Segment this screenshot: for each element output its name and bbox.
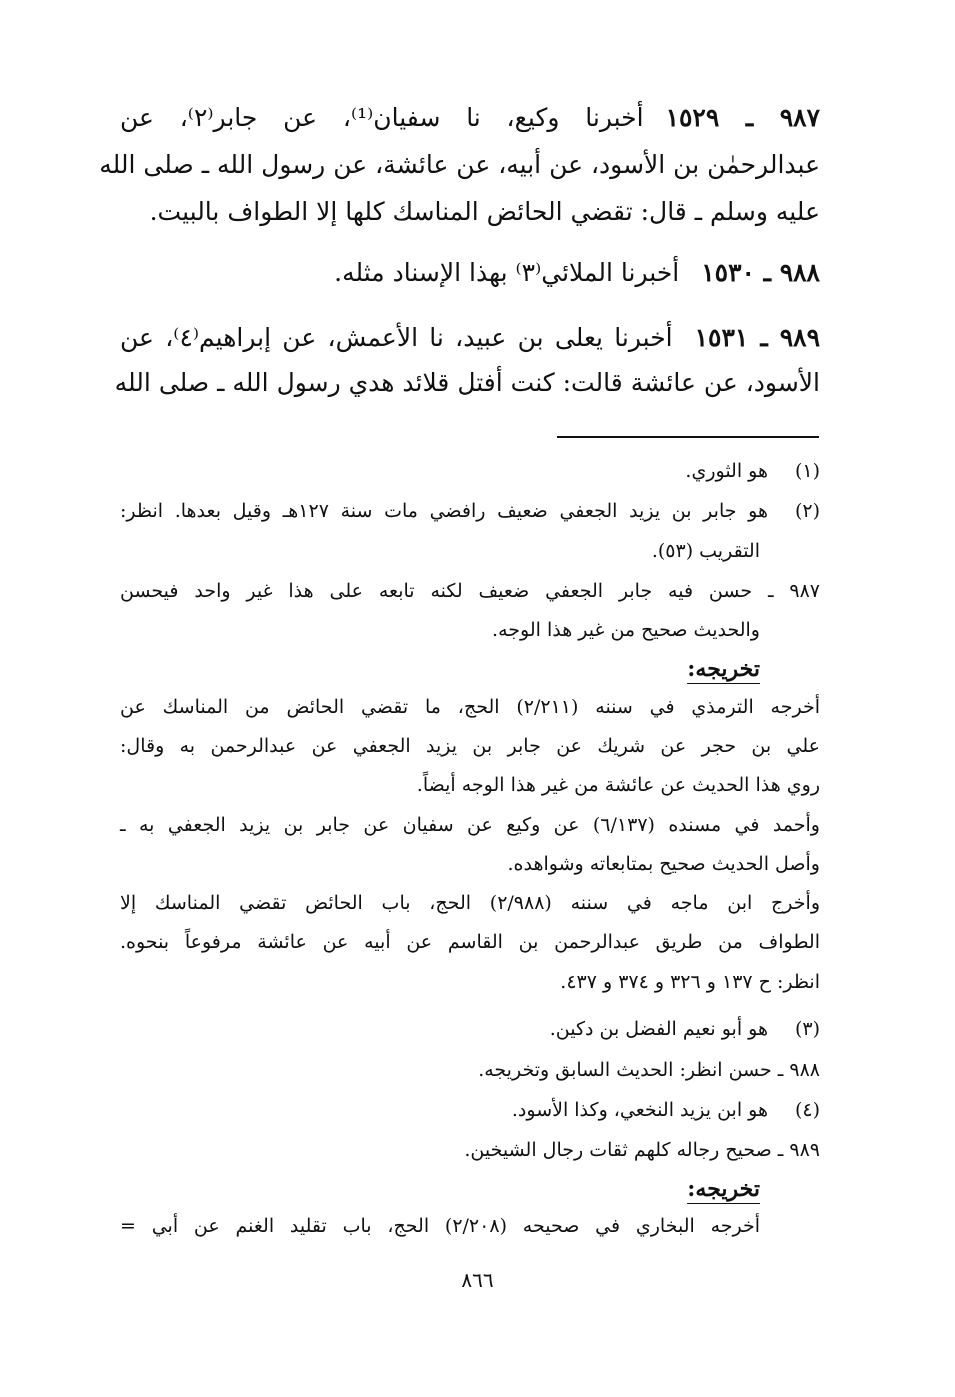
footnote-number: (٤) [794,1099,820,1121]
hadith-number: ٩٨٧ ـ ١٥٢٩ [665,103,821,132]
hadith-988-line-1 [120,253,820,293]
footnote-1 [120,454,820,488]
footnote-text: هو الثوري. [685,460,768,482]
footnote-3 [120,1012,820,1046]
note-987-line-2: والحديث صحيح من غير هذا الوجه. [492,619,760,641]
hadith-987-line-1 [120,98,820,138]
takhrij-1-line-1: أخرجه الترمذي في سننه (٢/٢١١) الحج، ما تقضي الحائض من المناسك عن [120,696,820,718]
footnote-text: هو ابن يزيد النخعي، وكذا الأسود. [511,1099,768,1121]
hadith-text: أخبرنا يعلى بن عبيد، نا الأعمش، عن إبراهيم⁽٤⁾، عن [120,323,673,352]
hadith-989-line-1 [120,318,820,358]
takhrij-heading-2 [60,1172,760,1207]
takhrij-1-line-6: وأخرج ابن ماجه في سننه (٢/٩٨٨) الحج، باب الحائض تقضي المناسك إلا [120,892,820,914]
footnote-4 [120,1093,820,1127]
note-987-line-1: ٩٨٧ ـ حسن فيه جابر الجعفي ضعيف لكنه تابعه على هذا غير واحد فيحسن [120,580,820,602]
hadith-987-line-3: عليه وسلم ـ قال: تقضي الحائض المناسك كلها إلا الطواف بالبيت. [149,197,820,226]
note-989: ٩٨٩ ـ صحيح رجاله كلهم ثقات رجال الشيخين. [464,1139,820,1161]
takhrij-1-line-4: وأحمد في مسنده (٦/١٣٧) عن وكيع عن سفيان عن جابر بن يزيد الجعفي به ـ [120,814,820,836]
hadith-987-line-2: عبدالرحمٰن بن الأسود، عن أبيه، عن عائشة، عن رسول الله ـ صلى الله [99,150,820,179]
hadith-number: ٩٨٨ ـ ١٥٣٠ [701,258,820,287]
takhrij-2-line-1: أخرجه البخاري في صحيحه (٢/٢٠٨) الحج، باب تقليد الغنم عن أبي = [120,1215,761,1237]
footnote-2-line-2: التقريب (٥٣). [651,540,760,562]
hadith-text: أخبرنا وكيع، نا سفيان⁽¹⁾، عن جابر⁽٢⁾، عن [120,103,644,132]
takhrij-1-line-7: الطواف من طريق عبدالرحمن بن القاسم عن أبيه عن عائشة مرفوعاً بنحوه. [120,931,820,953]
hadith-989-line-2: الأسود، عن عائشة قالت: كنت أفتل قلائد هدي رسول الله ـ صلى الله [114,368,820,397]
footnote-number: (٣) [794,1018,820,1040]
footnote-number: (٢) [794,500,820,522]
footnote-text: هو جابر بن يزيد الجعفي ضعيف رافضي مات سنة ١٢٧هـ وقيل بعدها. انظر: [120,500,768,522]
takhrij-1-line-3: روي هذا الحديث عن عائشة من غير هذا الوجه أيضاً. [416,774,820,796]
note-988: ٩٨٨ ـ حسن انظر: الحديث السابق وتخريجه. [478,1059,820,1081]
footnote-number: (١) [794,460,820,482]
footnote-separator [557,436,819,438]
page-number: ٨٦٦ [461,1268,494,1292]
takhrij-1-line-8: انظر: ح ١٣٧ و ٣٢٦ و ٣٧٤ و ٤٣٧. [560,971,820,993]
footnote-2 [120,494,820,528]
takhrij-1-line-2: علي بن حجر عن شريك عن جابر بن يزيد الجعفي عن عبدالرحمن به وقال: [120,735,820,757]
takhrij-heading-text: تخريجه: [687,1176,760,1202]
hadith-text: أخبرنا الملائي⁽٣⁾ بهذا الإسناد مثله. [334,258,680,287]
hadith-number: ٩٨٩ ـ ١٥٣١ [694,323,821,352]
takhrij-heading-text: تخريجه: [687,656,760,682]
takhrij-1-line-5: وأصل الحديث صحيح بمتابعاته وشواهده. [507,853,820,875]
takhrij-heading [60,652,760,687]
footnote-text: هو أبو نعيم الفضل بن دكين. [549,1018,768,1040]
